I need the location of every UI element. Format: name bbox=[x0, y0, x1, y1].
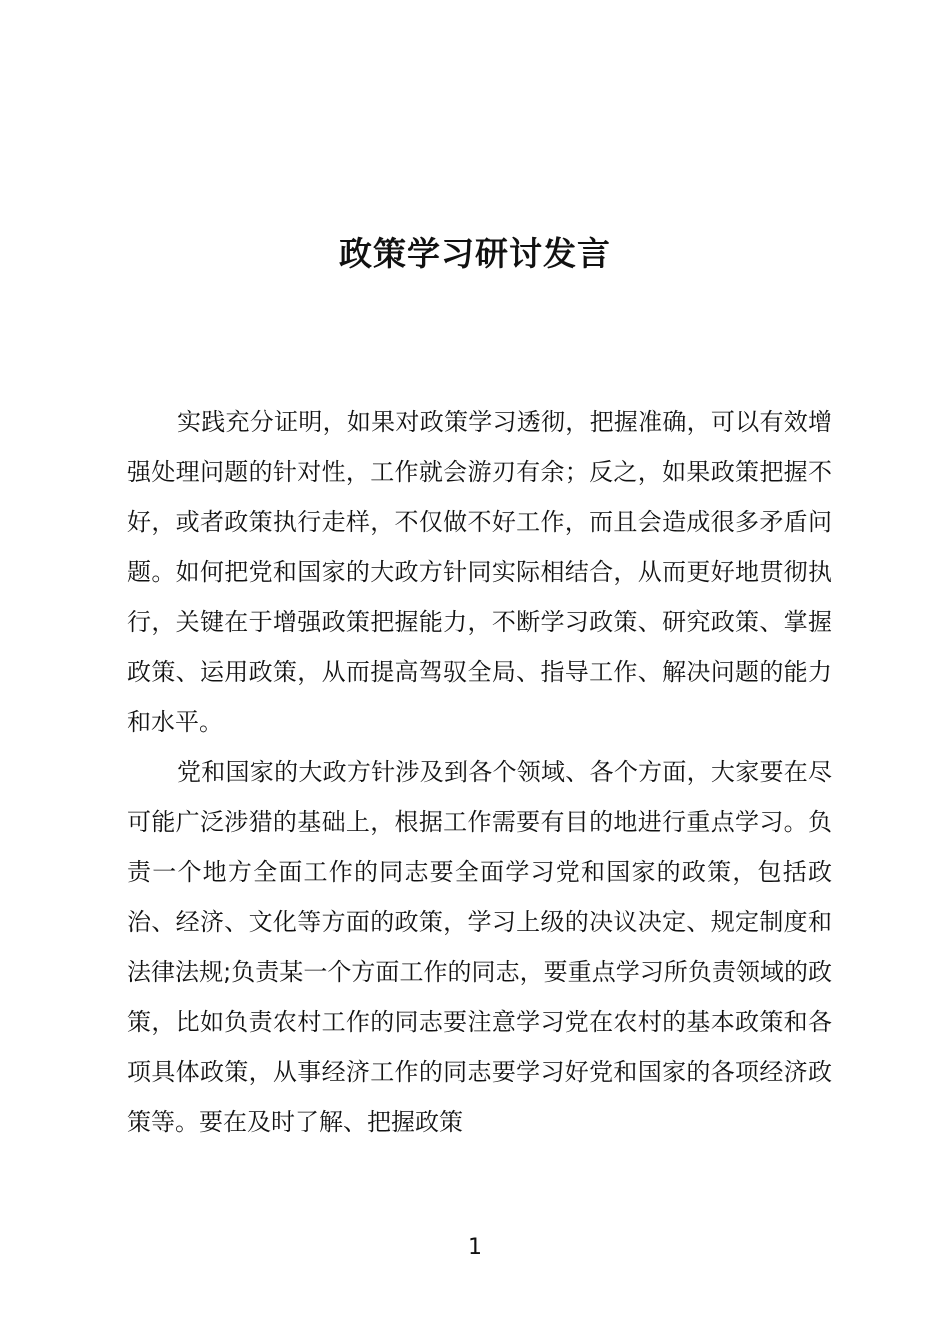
page-number: 1 bbox=[468, 1235, 482, 1260]
document-title: 政策学习研讨发言 bbox=[339, 234, 611, 274]
paragraph-1: 实践充分证明，如果对政策学习透彻，把握准确，可以有效增强处理问题的针对性，工作就会游刃有余；反之，如果政策把握不好，或者政策执行走样，不仅做不好工作，而且会造成很多矛盾问题。如何把党和国家的大政方针同实际相结合，从而更好地贯彻执行，关键在于增强政策把握能力，不断学习政策、研究政策、掌握政策、运用政策，从而提高驾驭全局、指导工作、解决问题的能力和水平。 bbox=[127, 408, 832, 736]
paragraph-2: 党和国家的大政方针涉及到各个领域、各个方面，大家要在尽可能广泛涉猎的基础上，根据工作需要有目的地进行重点学习。负责一个地方全面工作的同志要全面学习党和国家的政策，包括政治、经济、文化等方面的政策，学习上级的决议决定、规定制度和法律法规;负责某一个方面工作的同志，要重点学习所负责领域的政策，比如负责农村工作的同志要注意学习党在农村的基本政策和各项具体政策，从事经济工作的同志要学习好党和国家的各项经济政策等。要在及时了解、把握政策 bbox=[127, 758, 832, 1136]
document-body bbox=[127, 397, 832, 1147]
